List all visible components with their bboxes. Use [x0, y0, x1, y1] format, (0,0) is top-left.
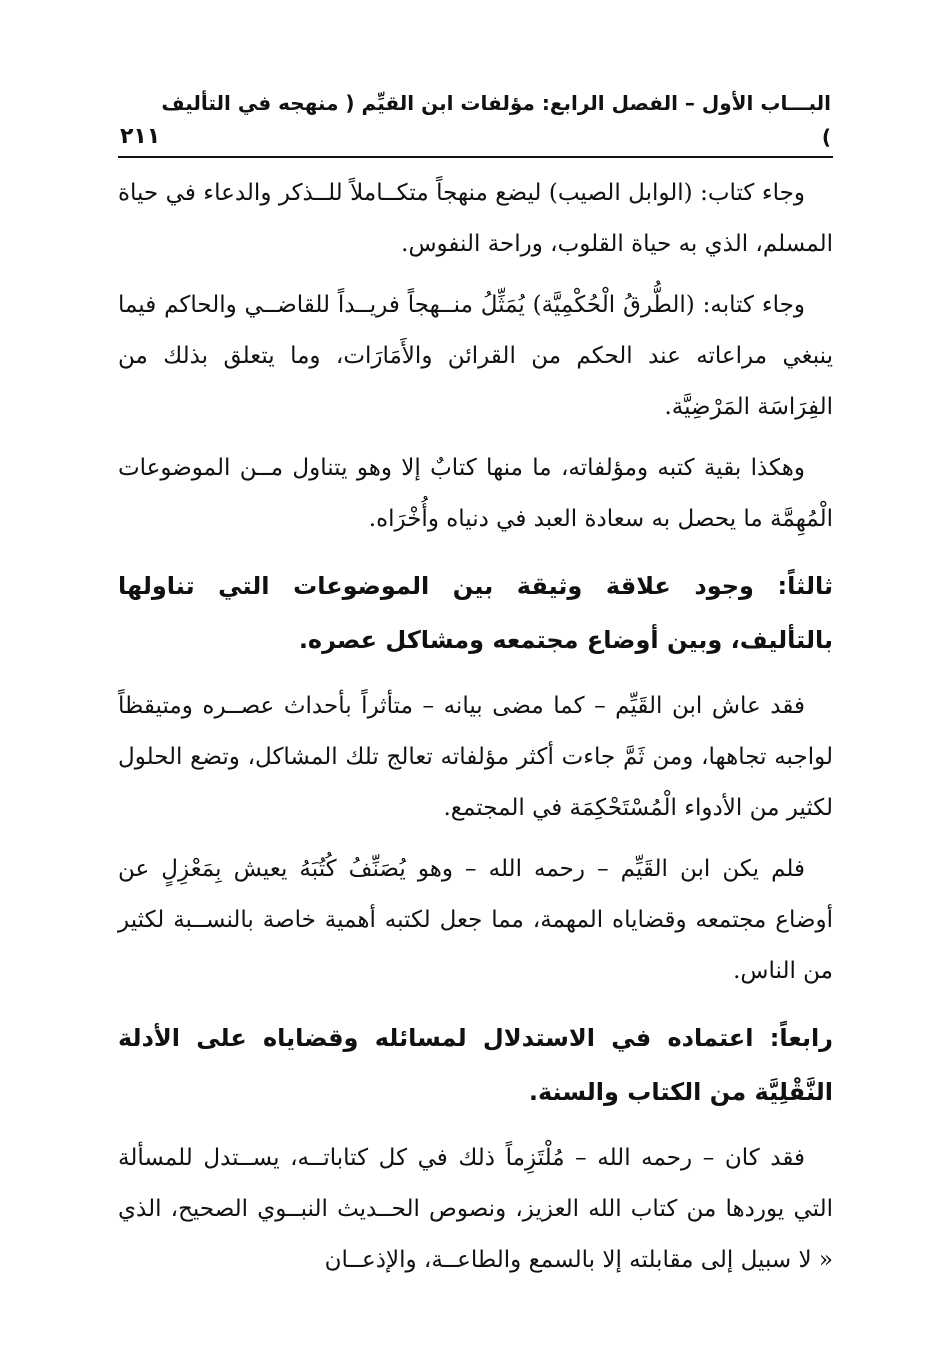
- paragraph-lived-era: فقد عاش ابن القَيِّم – كما مضى بيانه – متأثراً بأحداث عصــره ومتيقظاً لواجبه تجاهها، ومن ثَمَّ جاءت أكثر مؤلفاته تعالج تلك المشاكل، وتضع الحلول لكثير من الأدواء الْمُسْتَحْكِمَة في المجتمع.: [118, 693, 833, 821]
- paragraph-not-isolated: فلم يكن ابن القَيِّم – رحمه الله – وهو يُصَنِّفُ كُتُبَهُ يعيش بِمَعْزِلٍ عن أوضاع مجتمعه وقضاياه المهمة، مما جعل لكتبه أهمية خاصة بالنســبة لكثير من الناس.: [118, 856, 833, 984]
- paragraph-al-turuq: وجاء كتابه: (الطُّرقُ الْحُكْمِيَّة) يُمَثِّلُ منــهجاً فريــداً للقاضــي والحاكم فيما ينبغي مراعاته عند الحكم من القرائن والأَمَارَات، وما يتعلق بذلك من الفِرَاسَة المَرْضِيَّة.: [118, 292, 833, 420]
- running-header-title: البـــاب الأول – الفصل الرابع: مؤلفات ابن القيِّم ( منهجه في التأليف ): [161, 91, 831, 149]
- paragraph-evidence: فقد كان – رحمه الله – مُلْتَزِماً ذلك في كل كتاباتــه، يســتدل للمسألة التي يوردها من كتاب الله العزيز، ونصوص الحــديث النبــوي الصحيح، الذي « لا سبيل إلى مقابلته إلا بالسمع والطاعــة، والإذعــان: [118, 1145, 833, 1273]
- page-number: ٢١١: [120, 124, 161, 149]
- section-heading-fourth: رابعاً: اعتماده في الاستدلال لمسائله وقضاياه على الأدلة النَّقْلِيَّة من الكتاب والسنة.: [118, 1024, 833, 1106]
- paragraph-other-books: وهكذا بقية كتبه ومؤلفاته، ما منها كتابٌ إلا وهو يتناول مــن الموضوعات الْمُهِمَّة ما يحصل به سعادة العبد في دنياه وأُخْرَاه.: [118, 455, 833, 532]
- body-text: [118, 168, 833, 1286]
- running-header: [118, 86, 833, 158]
- book-page: [118, 86, 833, 1296]
- section-heading-third: ثالثاً: وجود علاقة وثيقة بين الموضوعات التي تناولها بالتأليف، وبين أوضاع مجتمعه ومشاكل عصره.: [118, 572, 833, 654]
- paragraph-al-wabil: وجاء كتاب: (الوابل الصيب) ليضع منهجاً متكــاملاً للــذكر والدعاء في حياة المسلم، الذي به حياة القلوب، وراحة النفوس.: [118, 180, 833, 257]
